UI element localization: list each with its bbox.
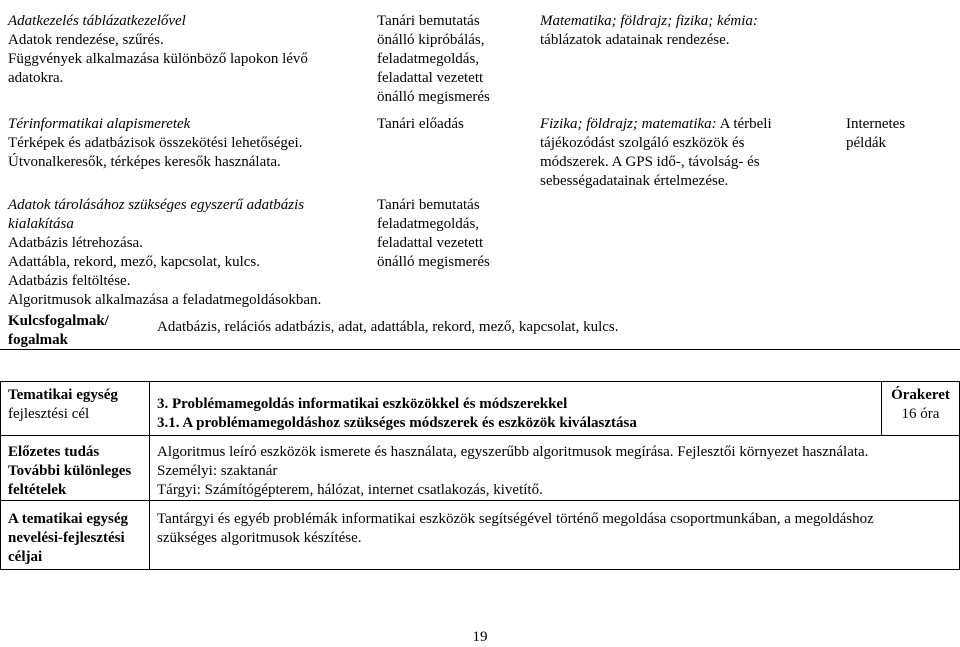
prereq-label-line: További különleges [8, 463, 132, 479]
row3-topic-line: Algoritmusok alkalmazása a feladatmegoldásokban. [8, 292, 322, 308]
row2-topic-title: Térinformatikai alapismeretek [8, 116, 191, 132]
row3-topic-line: Adattábla, rekord, mező, kapcsolat, kulcs. [8, 254, 260, 270]
row2-method-line: Tanári előadás [377, 116, 464, 132]
bottom-table-rule [0, 435, 960, 436]
row3-method-line: önálló megismerés [377, 254, 490, 270]
goals-line: szükséges algoritmusok készítése. [157, 530, 362, 546]
row2-topic-line: Térképek és adatbázisok összekötési lehetőségei. [8, 135, 303, 151]
row1-links-line: táblázatok adatainak rendezése. [540, 32, 730, 48]
row2-links-line: sebességadatainak értelmezése. [540, 173, 729, 189]
row1-topic-title: Adatkezelés táblázatkezelővel [8, 13, 186, 29]
unit-label-line: fejlesztési cél [8, 406, 90, 422]
row2-links-rest: A térbeli [716, 116, 772, 132]
row3-method-line: feladattal vezetett [377, 235, 484, 251]
goals-label-line: céljai [8, 549, 43, 565]
bottom-table-rule [0, 381, 960, 382]
prereq-label [8, 443, 148, 500]
row1-method-line: feladattal vezetett [377, 70, 484, 86]
row1-topic-line: Függvények alkalmazása különböző lapokon lévő [8, 51, 308, 67]
hours-value: 16 óra [901, 406, 940, 422]
row3-topic-line: Adatbázis létrehozása. [8, 235, 143, 251]
unit-title: 3. Problémamegoldás informatikai eszközökkel és módszerekkel [157, 396, 568, 412]
row1-method-line: önálló megismerés [377, 89, 490, 105]
prereq-label-line: Előzetes tudás [8, 444, 100, 460]
row1-topic-line: adatokra. [8, 70, 64, 86]
goals-label-line: nevelési-fejlesztési [8, 530, 125, 546]
row3-topic-line: Adatbázis feltöltése. [8, 273, 131, 289]
keywords-value [157, 318, 947, 337]
goals-content [157, 510, 955, 548]
goals-label-line: A tematikai egység [8, 511, 128, 527]
row1-links-line: Matematika; földrajz; fizika; kémia: [540, 13, 758, 29]
row3-method-line: feladatmegoldás, [377, 216, 480, 232]
row2-topic [8, 115, 363, 172]
keywords-label-line: fogalmak [8, 332, 68, 348]
unit-label-line: Tematikai egység [8, 387, 118, 403]
bottom-table-rule [0, 381, 1, 570]
row2-links [540, 115, 830, 191]
row2-notes-line: Internetes [846, 116, 906, 132]
hours-label: Órakeret [891, 387, 950, 403]
row1-topic-line: Adatok rendezése, szűrés. [8, 32, 164, 48]
unit-subtitle: 3.1. A problémamegoldáshoz szükséges módszerek és eszközök kiválasztása [157, 415, 637, 431]
row3-topic [8, 196, 368, 310]
row2-notes [846, 115, 946, 153]
row1-method-line: Tanári bemutatás [377, 13, 480, 29]
row3-topic-title: kialakítása [8, 216, 74, 232]
row3-method [377, 196, 527, 272]
goals-label [8, 510, 148, 567]
hours-cell [882, 386, 959, 424]
keywords-text: Adatbázis, relációs adatbázis, adat, adattábla, rekord, mező, kapcsolat, kulcs. [157, 319, 619, 335]
row1-method-line: önálló kipróbálás, [377, 32, 485, 48]
goals-line: Tantárgyi és egyéb problémák informatikai eszközök segítségével történő megoldása csoportmunkában, a megoldáshoz [157, 511, 874, 527]
keywords-label-line: Kulcsfogalmak/ [8, 313, 109, 329]
row2-method [377, 115, 527, 134]
unit-label [8, 386, 148, 424]
keywords-label [8, 312, 148, 350]
prereq-label-line: feltételek [8, 482, 67, 498]
row1-topic [8, 12, 363, 88]
prereq-content [157, 443, 955, 500]
row1-method [377, 12, 527, 107]
bottom-table-rule [0, 569, 960, 570]
row3-topic-title: Adatok tárolásához szükséges egyszerű adatbázis [8, 197, 305, 213]
bottom-table-rule [149, 381, 150, 570]
row1-links [540, 12, 830, 50]
row2-topic-line: Útvonalkeresők, térképes keresők használata. [8, 154, 281, 170]
row2-links-line: tájékozódást szolgáló eszközök és [540, 135, 745, 151]
unit-titles [157, 395, 877, 433]
prereq-text: Algoritmus leíró eszközök ismerete és használata, egyszerűbb algoritmusok megírása. Fejlesztői környezet használata. [157, 444, 869, 460]
row1-method-line: feladatmegoldás, [377, 51, 480, 67]
row2-links-subjects: Fizika; földrajz; matematika: [540, 116, 717, 132]
material-text: Tárgyi: Számítógépterem, hálózat, internet csatlakozás, kivetítő. [157, 482, 543, 498]
bottom-table-rule [0, 500, 960, 501]
personal-text: Személyi: szaktanár [157, 463, 278, 479]
row2-notes-line: példák [846, 135, 886, 151]
page-number: 19 [472, 629, 488, 645]
row3-method-line: Tanári bemutatás [377, 197, 480, 213]
row2-links-line: módszerek. A GPS idő-, távolság- és [540, 154, 760, 170]
